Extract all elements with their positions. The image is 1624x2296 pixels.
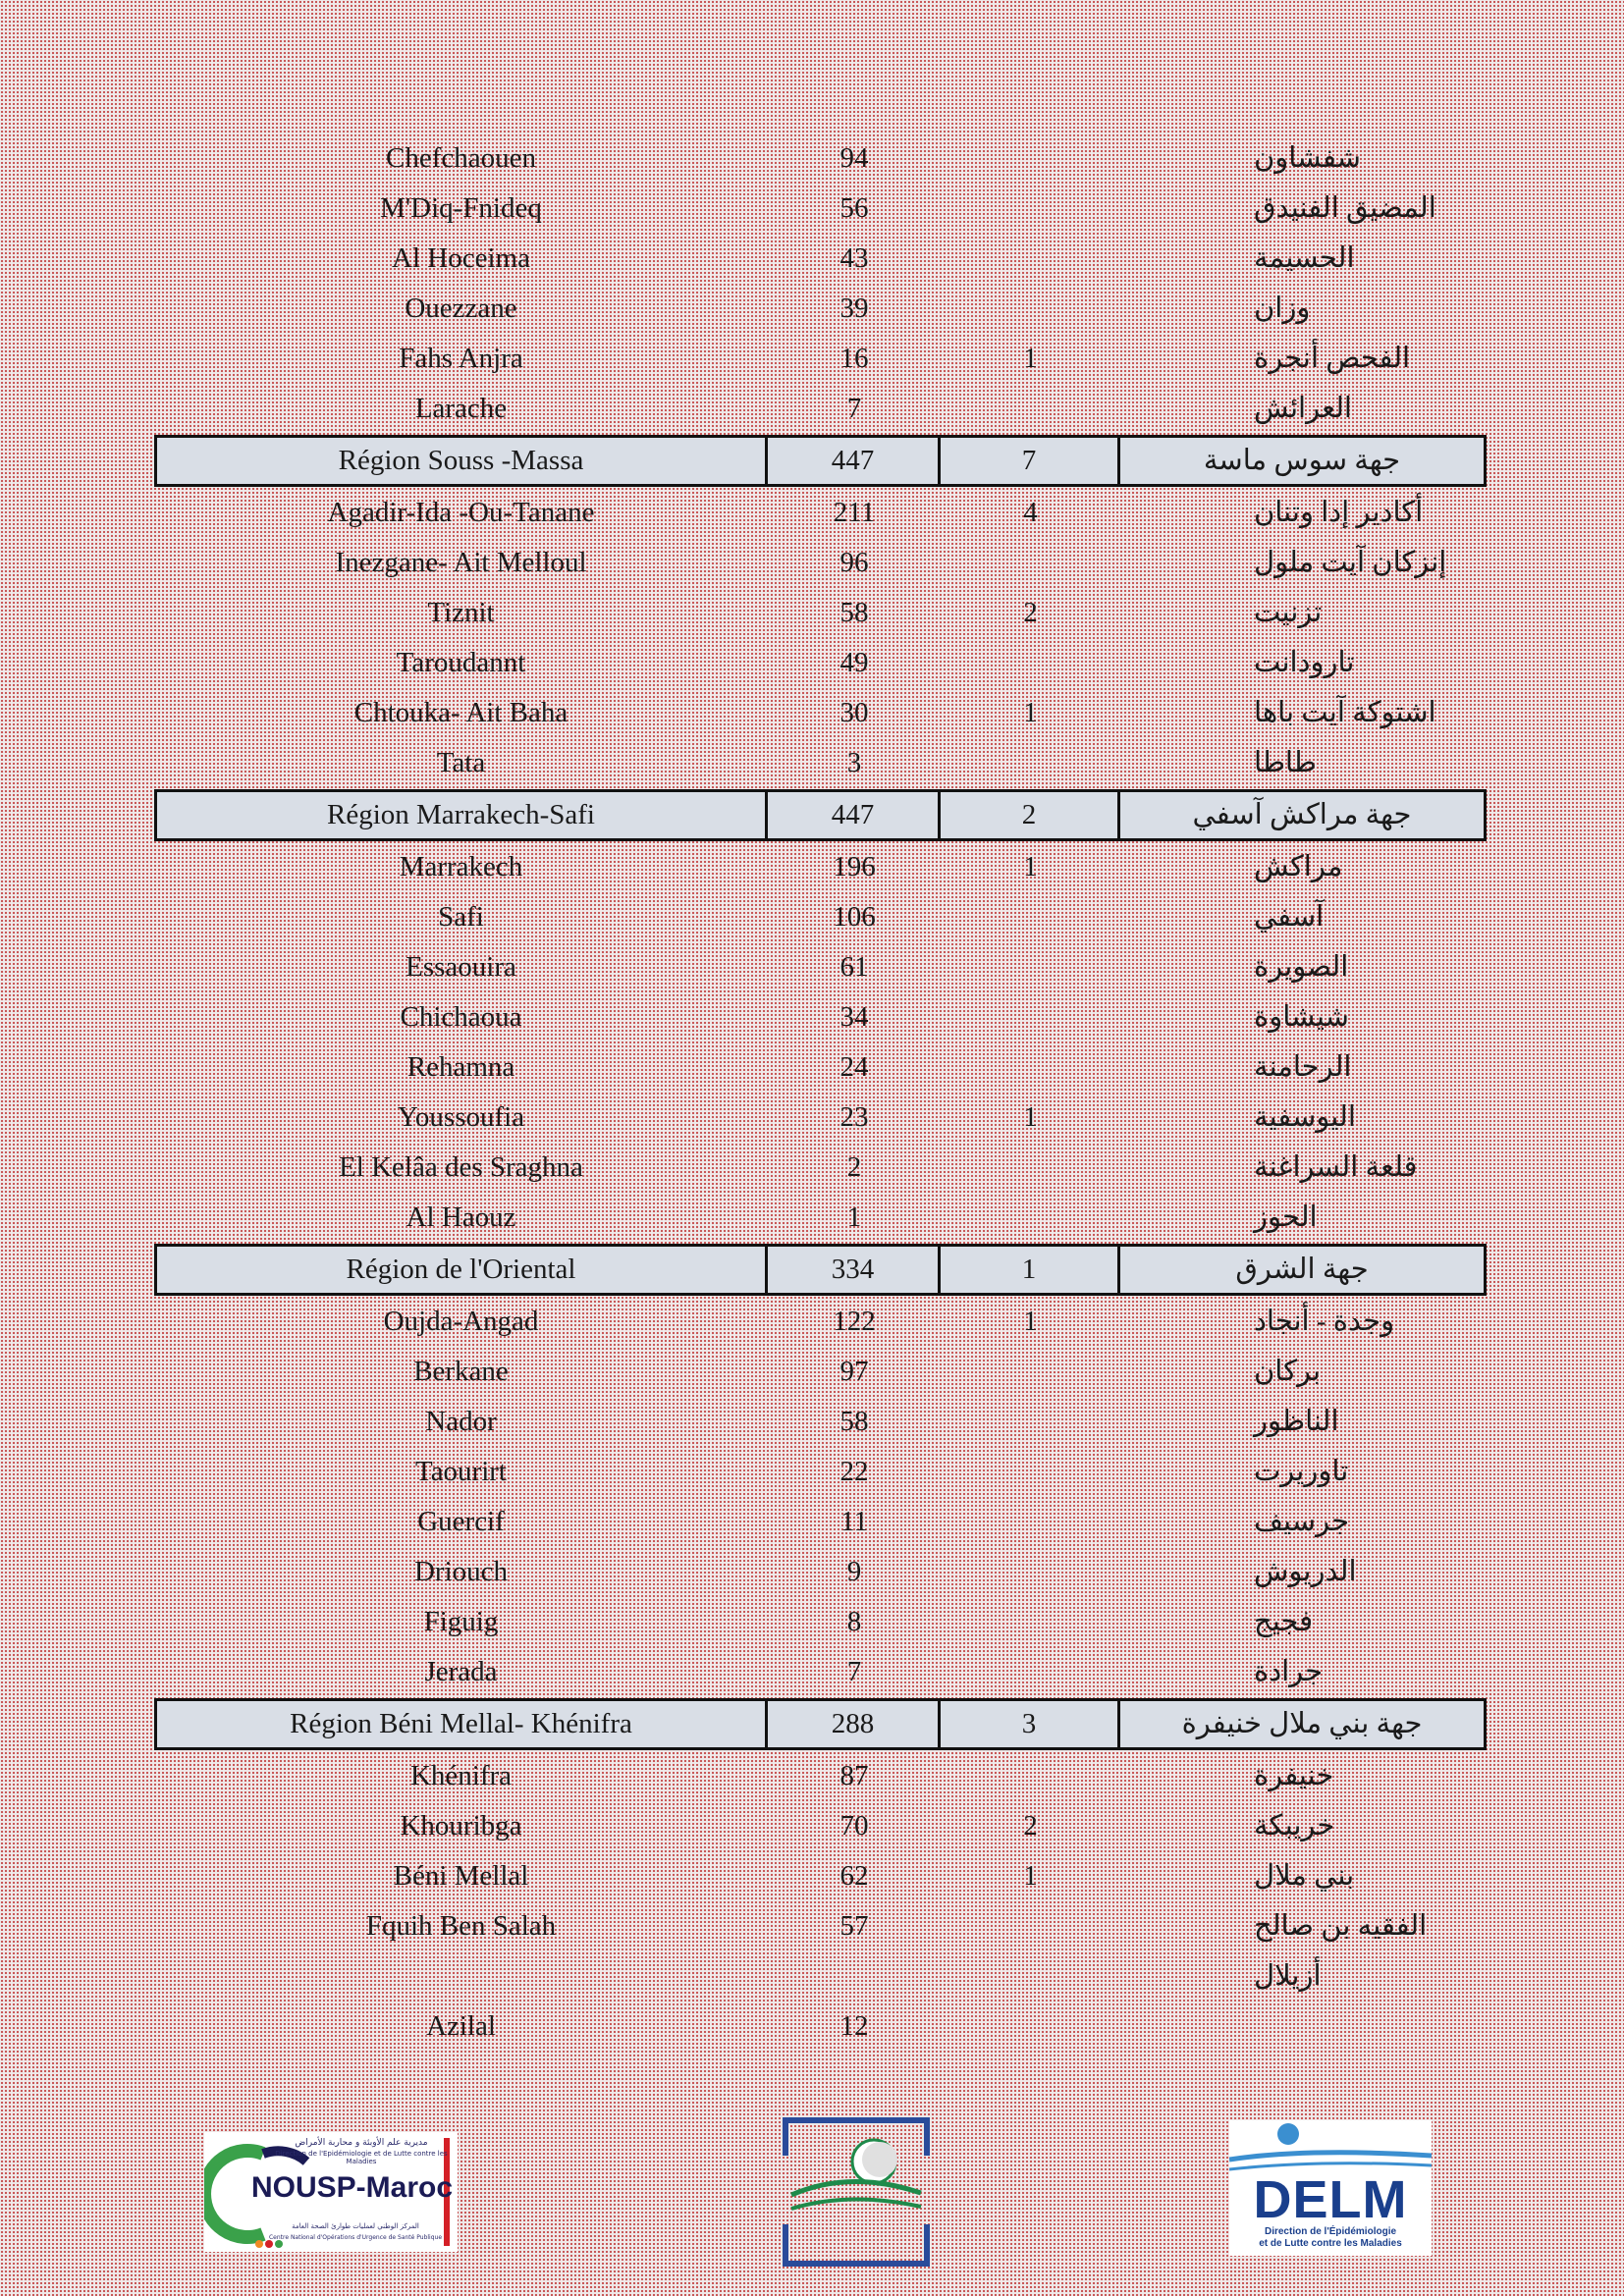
province-row bbox=[154, 1193, 1487, 1243]
cases-count: 106 bbox=[833, 901, 876, 933]
region-name: Région de l'Oriental bbox=[154, 1244, 768, 1296]
province-name-ar: أزيلال bbox=[1254, 1960, 1322, 1992]
cases-count: 24 bbox=[839, 1051, 869, 1083]
province-row bbox=[154, 1597, 1487, 1647]
province-name: Youssoufia bbox=[397, 1101, 525, 1133]
province-name-ar: الحوز bbox=[1254, 1201, 1318, 1233]
delm-subtitle bbox=[1229, 2226, 1432, 2250]
province-name: Azilal bbox=[426, 2010, 496, 2042]
region-name: Région Souss -Massa bbox=[154, 435, 768, 487]
cases-count: 94 bbox=[839, 142, 869, 174]
cases-count: 23 bbox=[839, 1101, 869, 1133]
province-name-ar: الناظور bbox=[1254, 1406, 1339, 1437]
province-row bbox=[154, 184, 1487, 234]
province-row bbox=[154, 688, 1487, 738]
cases-count: 7 bbox=[846, 1656, 862, 1687]
province-name: Agadir-Ida -Ou-Tanane bbox=[327, 497, 595, 528]
province-name: Berkane bbox=[413, 1356, 509, 1387]
province-name-ar: فجيج bbox=[1254, 1606, 1314, 1637]
region-name: Région Béni Mellal- Khénifra bbox=[154, 1698, 768, 1750]
cases-count: 30 bbox=[839, 697, 869, 728]
delm-logo bbox=[1229, 2120, 1432, 2256]
province-name-ar: وزان bbox=[1254, 293, 1311, 324]
province-name-ar: قلعة السراغنة bbox=[1254, 1151, 1418, 1183]
province-name-ar: شفشاون bbox=[1254, 142, 1361, 174]
province-name: Inezgane- Ait Melloul bbox=[335, 547, 587, 578]
cases-count: 9 bbox=[846, 1556, 862, 1587]
province-row bbox=[154, 738, 1487, 788]
province-name: Safi bbox=[438, 901, 484, 933]
province-row bbox=[154, 1042, 1487, 1093]
region-row bbox=[154, 1698, 1487, 1750]
province-row bbox=[154, 1801, 1487, 1851]
cases-count: 56 bbox=[839, 192, 869, 224]
nousp-title-ar: مديرية علم الأوبئة و محاربة الأمراض bbox=[295, 2138, 428, 2148]
cases-count: 87 bbox=[839, 1760, 869, 1791]
province-name: Fquih Ben Salah bbox=[365, 1910, 557, 1942]
province-name-ar: العرائش bbox=[1254, 393, 1352, 424]
province-row bbox=[154, 942, 1487, 992]
cases-count: 57 bbox=[839, 1910, 869, 1942]
province-name: Taourirt bbox=[415, 1456, 507, 1487]
cases-count: 70 bbox=[839, 1810, 869, 1842]
province-name: Oujda-Angad bbox=[383, 1306, 539, 1337]
deaths-count: 1 bbox=[1023, 1306, 1038, 1337]
province-name-ar: الصويرة bbox=[1254, 951, 1349, 983]
province-row bbox=[154, 1347, 1487, 1397]
province-row bbox=[154, 284, 1487, 334]
province-name: Essaouira bbox=[406, 951, 516, 983]
province-name: Ouezzane bbox=[405, 293, 517, 324]
cases-count: 62 bbox=[839, 1860, 869, 1892]
province-name: Marrakech bbox=[399, 851, 523, 882]
ministry-logo bbox=[782, 2116, 931, 2268]
province-name: Tiznit bbox=[427, 597, 495, 628]
province-row bbox=[154, 1297, 1487, 1347]
province-row bbox=[154, 992, 1487, 1042]
province-row bbox=[154, 133, 1487, 184]
province-row bbox=[154, 1951, 1487, 2052]
province-row bbox=[154, 1547, 1487, 1597]
province-name-ar: الفقيه بن صالح bbox=[1254, 1910, 1428, 1942]
province-name-ar: الحسيمة bbox=[1254, 242, 1355, 274]
deaths-count: 1 bbox=[1023, 343, 1038, 374]
cases-count: 22 bbox=[839, 1456, 869, 1487]
province-row bbox=[154, 334, 1487, 384]
province-name: Béni Mellal bbox=[393, 1860, 529, 1892]
deaths-count: 1 bbox=[941, 1244, 1120, 1296]
cases-count: 7 bbox=[846, 393, 862, 424]
province-name-ar: اشتوكة آيت باها bbox=[1254, 697, 1436, 728]
province-name-ar: الدريوش bbox=[1254, 1556, 1357, 1587]
province-row bbox=[154, 384, 1487, 434]
cases-count: 16 bbox=[839, 343, 869, 374]
province-name-ar: خنيفرة bbox=[1254, 1760, 1334, 1791]
province-row bbox=[154, 1397, 1487, 1447]
province-name: Nador bbox=[425, 1406, 497, 1437]
province-name: Larache bbox=[414, 393, 508, 424]
province-row bbox=[154, 588, 1487, 638]
cases-count: 1 bbox=[846, 1201, 862, 1233]
province-name: Guercif bbox=[417, 1506, 505, 1537]
province-name: Al Hoceima bbox=[392, 242, 530, 274]
nousp-maroc-logo bbox=[204, 2132, 458, 2252]
cases-table bbox=[154, 133, 1487, 2052]
province-name-ar: وجدة - أنجاد bbox=[1254, 1306, 1395, 1337]
province-row bbox=[154, 892, 1487, 942]
province-row bbox=[154, 1751, 1487, 1801]
province-name: Figuig bbox=[423, 1606, 499, 1637]
province-row bbox=[154, 638, 1487, 688]
deaths-count: 1 bbox=[1023, 851, 1038, 882]
cases-count: 211 bbox=[833, 497, 876, 528]
province-name-ar: طاطا bbox=[1254, 747, 1317, 778]
cases-count: 288 bbox=[768, 1698, 941, 1750]
province-row bbox=[154, 538, 1487, 588]
province-name-ar: المضيق الفنيدق bbox=[1254, 192, 1436, 224]
province-name: Chtouka- Ait Baha bbox=[353, 697, 568, 728]
cases-count: 196 bbox=[833, 851, 876, 882]
region-row bbox=[154, 435, 1487, 487]
cases-count: 58 bbox=[839, 597, 869, 628]
cases-count: 34 bbox=[839, 1001, 869, 1033]
province-name: Chichaoua bbox=[400, 1001, 522, 1033]
province-name-ar: شيشاوة bbox=[1254, 1001, 1349, 1033]
province-name-ar: جرسيف bbox=[1254, 1506, 1349, 1537]
province-name: Taroudannt bbox=[396, 647, 526, 678]
region-name-ar: جهة مراكش آسفي bbox=[1120, 789, 1487, 841]
province-name: Khénifra bbox=[409, 1760, 513, 1791]
province-row bbox=[154, 1901, 1487, 1951]
province-name: Al Haouz bbox=[406, 1201, 516, 1233]
province-name-ar: إنزكان آيت ملول bbox=[1254, 547, 1447, 578]
province-name-ar: أكادير إدا وتنان bbox=[1254, 497, 1424, 528]
province-name-ar: بركان bbox=[1254, 1356, 1322, 1387]
cases-count: 8 bbox=[846, 1606, 862, 1637]
province-name-ar: تاوريرت bbox=[1254, 1456, 1349, 1487]
deaths-count: 1 bbox=[1023, 1860, 1038, 1892]
province-name-ar: تارودانت bbox=[1254, 647, 1355, 678]
cases-count: 447 bbox=[768, 435, 941, 487]
province-row bbox=[154, 234, 1487, 284]
deaths-count: 4 bbox=[1023, 497, 1038, 528]
province-row bbox=[154, 1143, 1487, 1193]
deaths-count: 2 bbox=[1023, 597, 1038, 628]
province-name-ar: الرحامنة bbox=[1254, 1051, 1352, 1083]
province-name: Chefchaouen bbox=[386, 142, 536, 174]
footer-logos bbox=[0, 2110, 1624, 2296]
province-row bbox=[154, 1851, 1487, 1901]
cases-count: 61 bbox=[839, 951, 869, 983]
deaths-count: 1 bbox=[1023, 1101, 1038, 1133]
cases-count: 43 bbox=[839, 242, 869, 274]
province-name-ar: مراكش bbox=[1254, 851, 1343, 882]
cases-count: 334 bbox=[768, 1244, 941, 1296]
province-row bbox=[154, 1447, 1487, 1497]
cases-count: 12 bbox=[839, 2010, 869, 2042]
region-name-ar: جهة سوس ماسة bbox=[1120, 435, 1487, 487]
province-name-ar: اليوسفية bbox=[1254, 1101, 1356, 1133]
province-row bbox=[154, 488, 1487, 538]
cases-count: 39 bbox=[839, 293, 869, 324]
nousp-subtitle-fr: Centre National d'Opérations d'Urgence de Santé Publique bbox=[268, 2234, 443, 2241]
province-row bbox=[154, 842, 1487, 892]
province-name-ar: خريبكة bbox=[1254, 1810, 1335, 1842]
cases-count: 122 bbox=[833, 1306, 876, 1337]
province-name-ar: تزنيت bbox=[1254, 597, 1323, 628]
region-row bbox=[154, 1244, 1487, 1296]
province-row bbox=[154, 1497, 1487, 1547]
region-name-ar: جهة الشرق bbox=[1120, 1244, 1487, 1296]
deaths-count: 3 bbox=[941, 1698, 1120, 1750]
province-name: M'Diq-Fnideq bbox=[380, 192, 542, 224]
province-name: Tata bbox=[436, 747, 486, 778]
province-row bbox=[154, 1647, 1487, 1697]
cases-count: 11 bbox=[840, 1506, 868, 1537]
deaths-count: 2 bbox=[941, 789, 1120, 841]
region-name-ar: جهة بني ملال خنيفرة bbox=[1120, 1698, 1487, 1750]
cases-count: 49 bbox=[839, 647, 869, 678]
province-name: Jerada bbox=[424, 1656, 498, 1687]
cases-count: 3 bbox=[846, 747, 862, 778]
province-name: Driouch bbox=[413, 1556, 509, 1587]
province-name-ar: آسفي bbox=[1254, 901, 1325, 933]
cases-count: 447 bbox=[768, 789, 941, 841]
province-row bbox=[154, 1093, 1487, 1143]
region-row bbox=[154, 789, 1487, 841]
delm-name: DELM bbox=[1253, 2170, 1408, 2229]
delm-subtitle-line-1: Direction de l'Épidémiologie bbox=[1264, 2226, 1397, 2237]
province-name: Khouribga bbox=[400, 1810, 522, 1842]
province-name: Fahs Anjra bbox=[399, 343, 523, 374]
deaths-count: 2 bbox=[1023, 1810, 1038, 1842]
region-name: Région Marrakech-Safi bbox=[154, 789, 768, 841]
delm-subtitle-line-2: et de Lutte contre les Maladies bbox=[1259, 2238, 1402, 2249]
nousp-name: NOUSP-Maroc bbox=[251, 2171, 454, 2204]
province-name-ar: بني ملال bbox=[1254, 1860, 1355, 1892]
nousp-subtitle-ar: المركز الوطني لعمليات طوارئ الصحة العامة bbox=[292, 2222, 419, 2230]
nousp-title-fr: Direction de l'Epidémiologie et de Lutte contre les Maladies bbox=[275, 2150, 448, 2165]
cases-count: 97 bbox=[839, 1356, 869, 1387]
province-name-ar: الفحص أنجرة bbox=[1254, 343, 1411, 374]
province-name: El Kelâa des Sraghna bbox=[339, 1151, 583, 1183]
cases-count: 58 bbox=[839, 1406, 869, 1437]
deaths-count: 7 bbox=[941, 435, 1120, 487]
deaths-count: 1 bbox=[1023, 697, 1038, 728]
ministry-emblem-icon bbox=[782, 2116, 931, 2268]
province-name: Rehamna bbox=[406, 1051, 515, 1083]
province-name-ar: جرادة bbox=[1254, 1656, 1324, 1687]
cases-count: 96 bbox=[839, 547, 869, 578]
cases-count: 2 bbox=[846, 1151, 862, 1183]
